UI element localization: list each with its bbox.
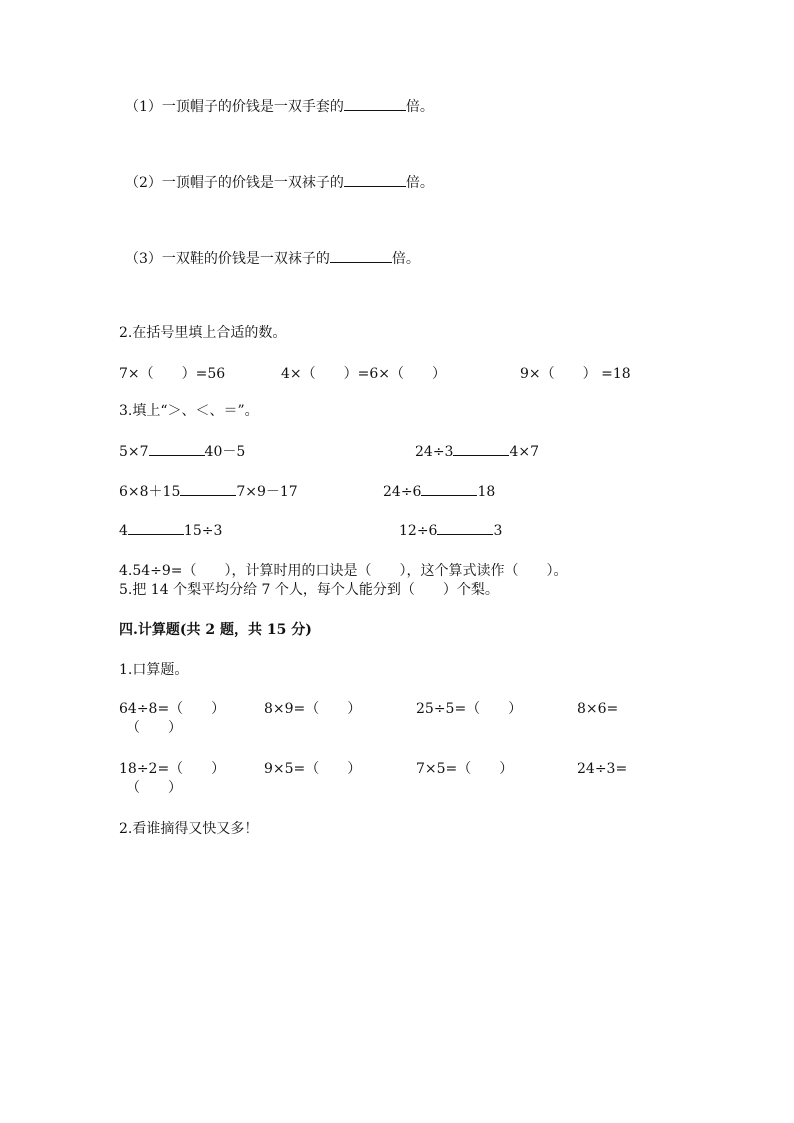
compare-blank[interactable] xyxy=(437,520,493,535)
q1-part-1-text: （1）一顶帽子的价钱是一双手套的 xyxy=(125,99,344,115)
compare-right: 7×9－17 xyxy=(236,484,298,500)
q2-item-1[interactable]: 7×（ ）=56 xyxy=(119,366,226,382)
q1-part-3-text: （3）一双鞋的价钱是一双袜子的 xyxy=(125,251,330,267)
compare-left: 4 xyxy=(119,523,128,539)
compare-right: 4×7 xyxy=(509,444,539,460)
section4-q2-title: 2.看谁摘得又快又多！ xyxy=(119,821,259,837)
q3-compare-item xyxy=(119,481,298,502)
q2-title: 2.在括号里填上合适的数。 xyxy=(119,325,287,341)
oral-calc-item-wrap[interactable]: （ ） xyxy=(126,720,182,736)
compare-right: 3 xyxy=(493,523,503,539)
q1-part-2-text: （2）一顶帽子的价钱是一双袜子的 xyxy=(125,175,344,191)
oral-calc-item-wrap[interactable]: （ ） xyxy=(126,780,182,796)
q1-part-3 xyxy=(125,248,420,269)
q1-part-2-suffix: 倍。 xyxy=(405,175,434,191)
oral-calc-item[interactable]: 64÷8=（ ） xyxy=(119,701,226,717)
compare-left: 5×7 xyxy=(119,444,149,460)
q4-text[interactable]: 4.54÷9=（ ），计算时用的口诀是（ ），这个算式读作（ ）。 xyxy=(119,563,568,579)
answer-blank[interactable] xyxy=(344,96,406,111)
q1-part-2 xyxy=(125,172,434,193)
q3-compare-item xyxy=(415,441,539,462)
compare-blank[interactable] xyxy=(128,520,184,535)
oral-calc-item[interactable]: 8×9=（ ） xyxy=(264,701,362,717)
compare-blank[interactable] xyxy=(453,441,509,456)
oral-calc-item[interactable]: 18÷2=（ ） xyxy=(119,761,226,777)
compare-left: 6×8＋15 xyxy=(119,484,181,500)
compare-blank[interactable] xyxy=(180,481,236,496)
q2-item-2[interactable]: 4×（ ）=6×（ ） xyxy=(281,366,447,382)
compare-right: 40－5 xyxy=(204,444,246,460)
q3-compare-item xyxy=(119,520,222,541)
section-heading: 四.计算题(共 2 题，共 15 分) xyxy=(119,622,312,638)
oral-calc-item[interactable]: 25÷5=（ ） xyxy=(416,701,523,717)
compare-blank[interactable] xyxy=(421,481,477,496)
compare-left: 24÷6 xyxy=(383,484,422,500)
compare-blank[interactable] xyxy=(149,441,205,456)
compare-left: 12÷6 xyxy=(399,523,438,539)
q2-item-3[interactable]: 9×（ ） =18 xyxy=(520,366,631,382)
q3-compare-item xyxy=(399,520,502,541)
q1-part-1-suffix: 倍。 xyxy=(405,99,434,115)
oral-calc-item[interactable]: 8×6= xyxy=(577,701,619,717)
q3-compare-item xyxy=(119,441,245,462)
section4-q1-title: 1.口算题。 xyxy=(119,662,189,678)
oral-calc-item[interactable]: 7×5=（ ） xyxy=(416,761,514,777)
q1-part-1 xyxy=(125,96,434,117)
q3-compare-item xyxy=(383,481,495,502)
compare-right: 18 xyxy=(477,484,496,500)
q1-part-3-suffix: 倍。 xyxy=(391,251,420,267)
compare-left: 24÷3 xyxy=(415,444,454,460)
answer-blank[interactable] xyxy=(330,248,392,263)
oral-calc-item[interactable]: 9×5=（ ） xyxy=(264,761,362,777)
compare-right: 15÷3 xyxy=(183,523,223,539)
oral-calc-item[interactable]: 24÷3= xyxy=(577,761,628,777)
q5-text[interactable]: 5.把 14 个梨平均分给 7 个人，每个人能分到（ ）个梨。 xyxy=(119,582,499,598)
answer-blank[interactable] xyxy=(344,172,406,187)
q3-title: 3.填上“＞、＜、＝”。 xyxy=(119,403,259,419)
